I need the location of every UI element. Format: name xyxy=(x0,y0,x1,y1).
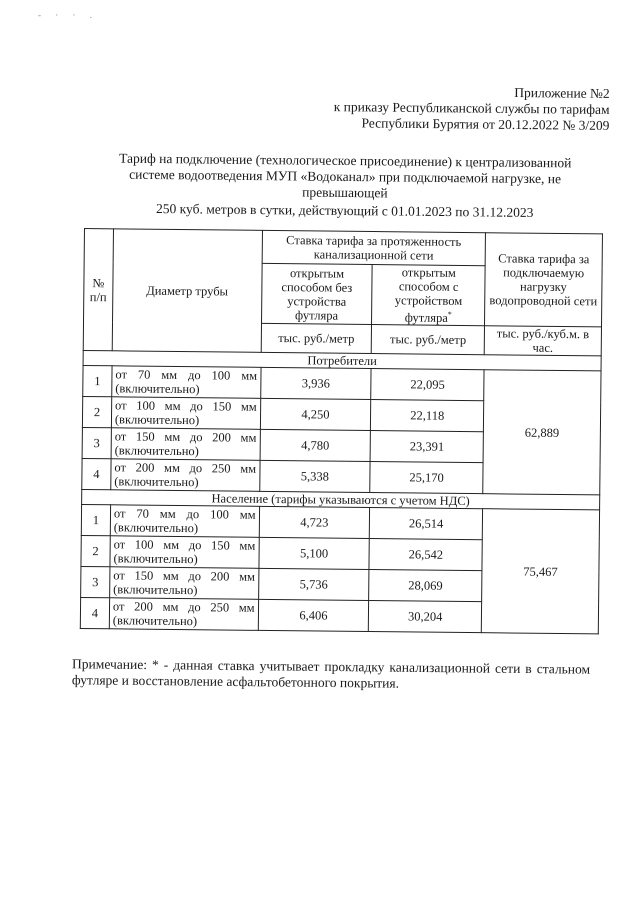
row-diameter: от 150 мм до 200 мм (включительно) xyxy=(111,428,260,461)
header-num: № п/п xyxy=(83,229,113,351)
appendix-number: Приложение №2 xyxy=(514,85,610,101)
header-open-with-case xyxy=(372,265,485,326)
header-row xyxy=(84,229,602,267)
row-num: 3 xyxy=(81,567,110,598)
header-diameter: Диаметр трубы xyxy=(112,229,262,353)
header-open-with-case-label: открытым способом с устройством футляра xyxy=(394,265,463,325)
row-open-no-case: 5,736 xyxy=(258,569,369,601)
row-open-with-case: 26,514 xyxy=(370,508,483,540)
row-diameter: от 150 мм до 200 мм (включительно) xyxy=(110,567,259,600)
row-open-with-case: 30,204 xyxy=(369,601,482,633)
document-title xyxy=(100,150,591,221)
row-open-no-case: 5,338 xyxy=(259,461,370,493)
row-open-with-case: 22,118 xyxy=(371,400,484,432)
load-rate-consumers: 62,889 xyxy=(483,370,601,495)
scan-artifact: - · · . xyxy=(38,10,98,20)
header-length-rate: Ставка тарифа за протяженность канализационной сети xyxy=(262,230,486,265)
row-diameter: от 200 мм до 250 мм (включительно) xyxy=(111,459,260,492)
row-diameter: от 200 мм до 250 мм (включительно) xyxy=(109,598,258,631)
row-open-with-case: 26,542 xyxy=(369,539,482,571)
row-diameter: от 70 мм до 100 мм (включительно) xyxy=(112,366,261,399)
section-title-consumers: Потребители xyxy=(83,351,601,371)
title-line-2: 250 куб. метров в сутки, действующий с 01.01.2023 по 31.12.2023 xyxy=(156,201,534,220)
row-open-no-case: 4,780 xyxy=(260,430,371,462)
row-diameter: от 100 мм до 150 мм (включительно) xyxy=(110,536,259,569)
unit-open-with-case: тыс. руб./метр xyxy=(372,325,485,355)
appendix-order-date: Республики Бурятия от 20.12.2022 № 3/209 xyxy=(361,115,610,133)
row-open-with-case: 22,095 xyxy=(371,369,484,401)
row-open-with-case: 28,069 xyxy=(369,570,482,602)
row-open-no-case: 6,406 xyxy=(258,600,369,632)
appendix-order-ref: к приказу Республиканской службы по тарифам xyxy=(333,99,610,117)
unit-open-no-case: тыс. руб./метр xyxy=(261,324,372,354)
row-num: 3 xyxy=(82,428,111,459)
row-diameter: от 70 мм до 100 мм (включительно) xyxy=(110,505,259,538)
row-num: 2 xyxy=(82,397,111,428)
header-load-rate: Ставка тарифа за подключаемую нагрузку водопроводной сети xyxy=(485,233,603,327)
header-open-no-case: открытым способом без устройства футляра xyxy=(261,263,372,324)
row-num: 4 xyxy=(82,459,111,490)
row-open-no-case: 4,250 xyxy=(260,399,371,431)
row-open-no-case: 3,936 xyxy=(260,368,371,400)
load-rate-population: 75,467 xyxy=(481,509,599,634)
row-open-with-case: 23,391 xyxy=(370,431,483,463)
title-line-1: Тариф на подключение (технологическое присоединение) к централизованной системе водоотведения МУП «Водоканал» при подключаемой нагрузке, не превышающей xyxy=(119,150,572,201)
row-diameter: от 100 мм до 150 мм (включительно) xyxy=(111,397,260,430)
row-open-with-case: 25,170 xyxy=(370,462,483,494)
row-open-no-case: 4,723 xyxy=(259,507,370,539)
row-num: 1 xyxy=(81,505,110,536)
footnote: Примечание: * - данная ставка учитывает прокладку канализационной сети в стальном футляре и восстановление асфальтобетонного покрытия. xyxy=(71,656,591,691)
section-title-population: Население (тарифы указываются с учетом НДС) xyxy=(82,490,600,510)
row-open-no-case: 5,100 xyxy=(259,538,370,570)
row-num: 1 xyxy=(83,366,112,397)
footnote-mark: * xyxy=(447,309,452,319)
appendix-header xyxy=(334,83,610,134)
row-num: 2 xyxy=(81,536,110,567)
row-num: 4 xyxy=(80,598,109,629)
unit-load-rate: тыс. руб./куб.м. в час. xyxy=(484,326,601,356)
tariff-table xyxy=(80,228,603,635)
